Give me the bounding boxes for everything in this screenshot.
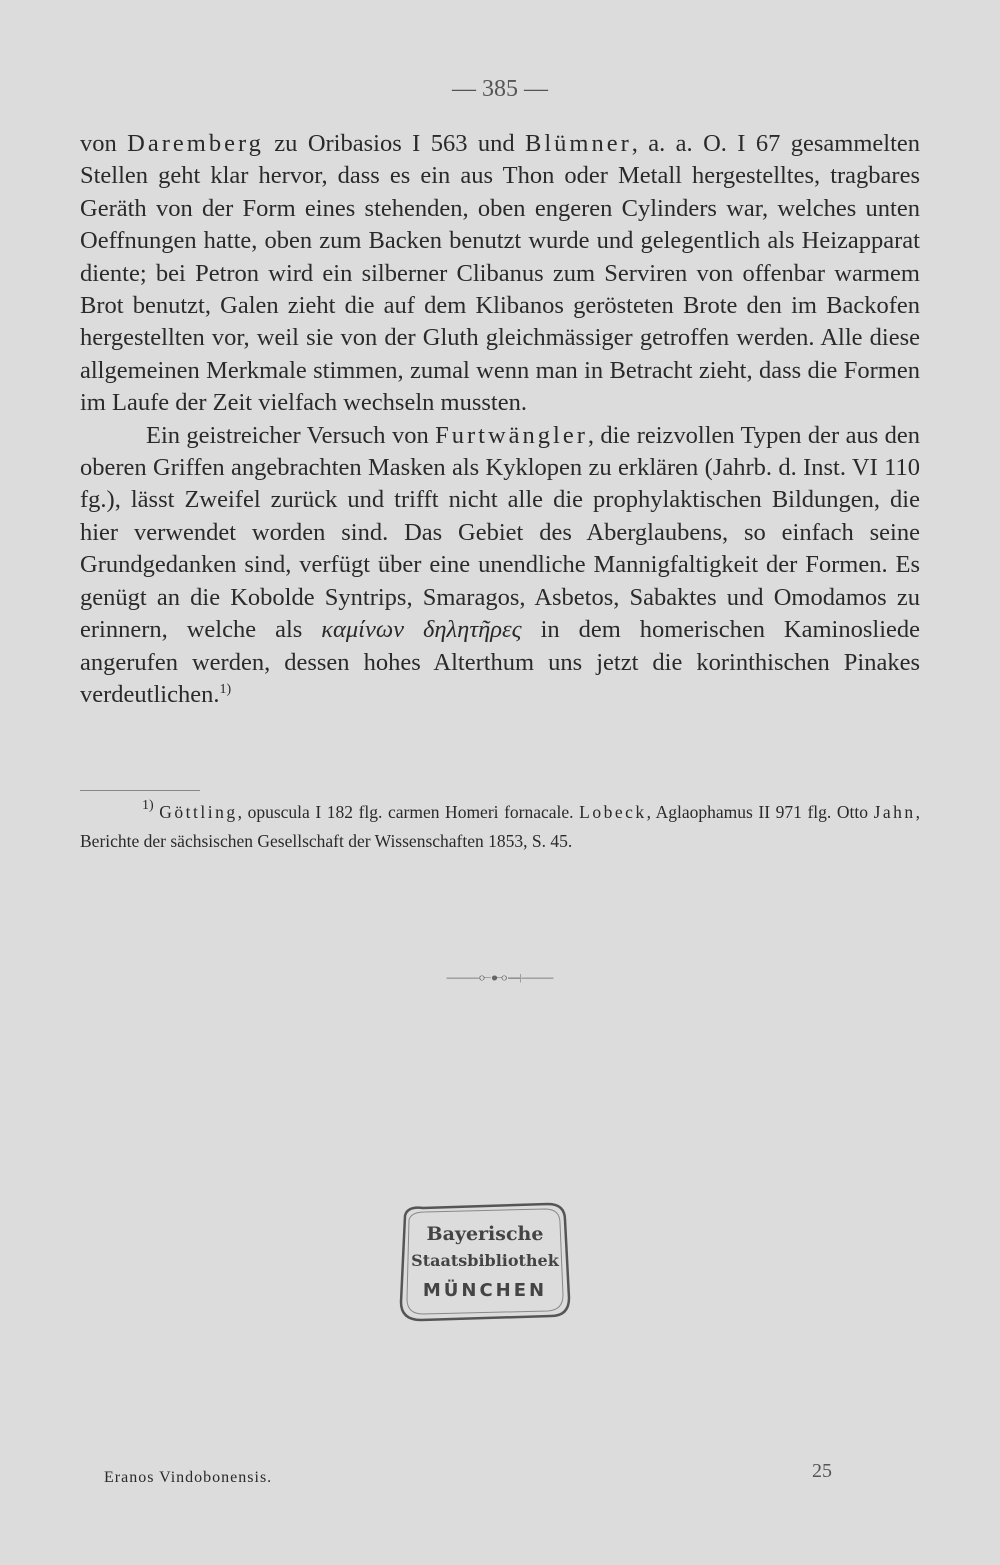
greek-phrase: καμίνων δηλητῆρες [321, 616, 522, 644]
author-name: Lobeck [579, 802, 647, 822]
footnote-marker: 1) [142, 798, 154, 813]
svg-text:Bayerische: Bayerische [426, 1223, 544, 1245]
author-name: Jahn [873, 802, 916, 822]
paragraph-1 [80, 128, 920, 420]
footnote [80, 798, 920, 856]
text-run: , Berichte der sächsischen Gesellschaft der Wissenschaften 1853, S. 45. [80, 802, 921, 851]
text-run: , Aglaophamus II 971 flg. Otto [646, 802, 874, 822]
author-name: Daremberg [127, 130, 264, 157]
author-name: Furtwängler [435, 421, 588, 449]
author-name: Göttling [159, 802, 238, 822]
text-run: in dem homerischen Kaminosliede angerufen werden, dessen hohes Alterthum uns jetzt die korinthischen Pinakes verdeutlichen. [80, 616, 921, 708]
text-run: Ein geistreicher Versuch von [146, 421, 436, 449]
footer-title: Eranos Vindobonensis. [104, 1469, 273, 1486]
end-ornament: ——⟜⊷⟞—— [446, 969, 554, 986]
text-run: , opuscula I 182 flg. carmen Homeri fornacale. [237, 802, 580, 822]
library-stamp [393, 1198, 573, 1335]
footnote-reference: 1) [219, 681, 232, 697]
text-run: , die reizvollen Typen der aus den oberen Griffen angebrachten Masken als Kyklopen zu erklären (Jahrb. d. Inst. VI 110 fg.), lässt Zweifel zurück und trifft nicht alle die prophylaktischen Bildungen, die hier verwendet worden sind. Das Gebiet des Aberglaubens, so einfach seine Grundgedanken sind, verfügt über eine unendliche Mannigfaltigkeit der Formen. Es genügt an die Kobolde Syntrips, Smaragos, Asbetos, Sabaktes und Omodamos zu erinnern, welche als [80, 421, 920, 644]
text-run: zu Oribasios I 563 und [263, 130, 525, 157]
footnote-text [80, 798, 920, 856]
paragraph-2 [80, 420, 920, 712]
text-run: von [80, 130, 128, 157]
signature-mark: 25 [812, 1460, 832, 1482]
body-text [80, 128, 920, 711]
svg-text:MÜNCHEN: MÜNCHEN [422, 1280, 548, 1301]
text-run: , a. a. O. I 67 gesammelten Stellen geht klar hervor, dass es ein aus Thon oder Metall hergestelltes, tragbares Geräth von der Form eines stehenden, oben engeren Cylinders war, welches unten Oeffnungen hatte, oben zum Backen benutzt wurde und gelegentlich als Heizapparat diente; bei Petron wird ein silberner Clibanus zum Serviren von offenbar warmem Brot benutzt, Galen zieht die auf dem Klibanos gerösteten Brote den im Backofen hergestellten vor, weil sie von der Gluth gleichmässiger getroffen werden. Alle diese allgemeinen Merkmale stimmen, zumal wenn man in Betracht zieht, dass die Formen im Laufe der Zeit vielfach wechseln mussten. [80, 130, 921, 417]
author-name: Blümner [525, 130, 632, 157]
footnote-rule [80, 790, 200, 791]
svg-text:Staatsbibliothek: Staatsbibliothek [411, 1251, 559, 1270]
stamp-graphic [393, 1198, 573, 1330]
page-number: — 385 — [452, 76, 548, 102]
